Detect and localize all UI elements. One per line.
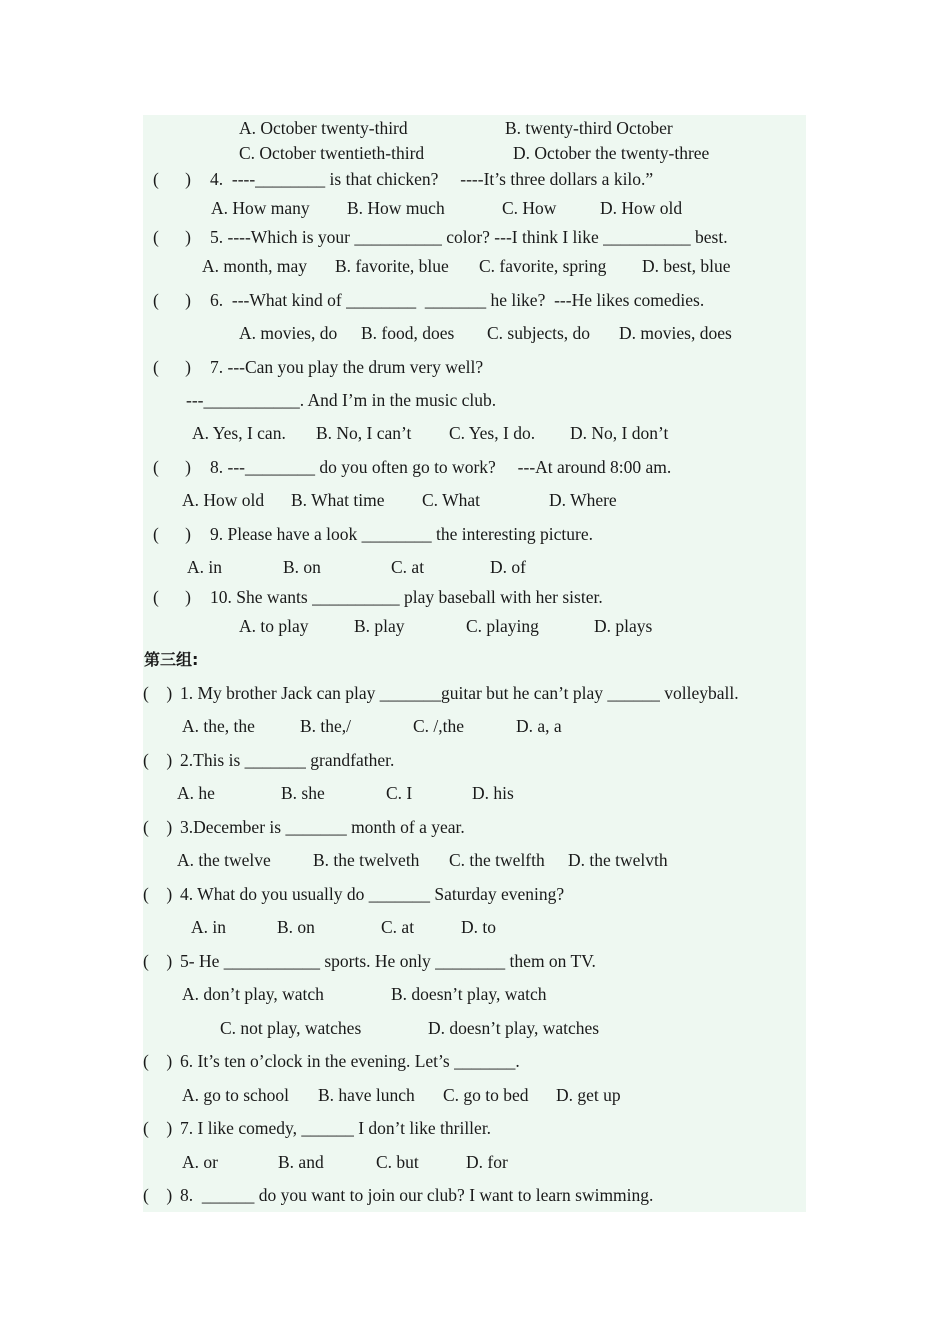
option-b: B. play [354,616,405,636]
option-d: D. to [461,917,496,937]
question-text: 5- He ___________ sports. He only ________ them on TV. [180,951,596,971]
option-b: B. How much [347,198,445,218]
question-text: 4. What do you usually do _______ Saturday evening? [180,884,565,904]
answer-bracket[interactable]: ( ) [143,884,173,904]
option-d: D. for [466,1152,508,1172]
option-b: B. twenty-third October [505,118,673,138]
option-d: D. doesn’t play, watches [428,1018,600,1038]
option-a: A. in [191,917,226,937]
option-a: A. the, the [182,716,255,736]
option-c: C. at [391,557,425,577]
option-c: C. October twentieth-third [239,143,425,163]
question-text: 4. ----________ is that chicken? ----It’s three dollars a kilo.” [210,169,654,189]
option-d: D. How old [600,198,683,218]
option-c: C. Yes, I do. [449,423,536,443]
answer-bracket[interactable]: ( ) [143,750,173,770]
option-a: A. movies, do [239,323,338,343]
option-c: C. not play, watches [220,1018,362,1038]
answer-bracket[interactable]: ( ) [153,524,191,544]
question-text: 1. My brother Jack can play _______guitar but he can’t play ______ volleyball. [180,683,739,703]
answer-bracket[interactable]: ( ) [153,357,191,377]
option-c: C. favorite, spring [479,256,607,276]
option-b: B. favorite, blue [335,256,449,276]
answer-bracket[interactable]: ( ) [153,587,191,607]
question-text: 3.December is _______ month of a year. [180,817,465,837]
option-c: C. at [381,917,415,937]
option-c: C. go to bed [443,1085,529,1105]
option-d: D. his [472,783,514,803]
question-text: 6. It’s ten o’clock in the evening. Let’s _______. [180,1051,520,1071]
option-a: A. he [177,783,215,803]
option-b: B. What time [291,490,385,510]
answer-bracket[interactable]: ( ) [143,683,173,703]
answer-bracket[interactable]: ( ) [153,290,191,310]
option-c: C. the twelfth [449,850,545,870]
option-a: A. or [182,1152,218,1172]
question-text: 9. Please have a look ________ the interesting picture. [210,524,593,544]
option-b: B. No, I can’t [316,423,412,443]
answer-bracket[interactable]: ( ) [153,227,191,247]
option-b: B. food, does [361,323,455,343]
question-text: 10. She wants __________ play baseball with her sister. [210,587,603,607]
option-a: A. Yes, I can. [192,423,286,443]
option-c: C. but [376,1152,419,1172]
answer-bracket[interactable]: ( ) [143,1185,173,1205]
option-b: B. the,/ [300,716,352,736]
option-b: B. doesn’t play, watch [391,984,547,1004]
option-b: B. she [281,783,325,803]
option-a: A. go to school [182,1085,289,1105]
option-a: A. to play [239,616,309,636]
option-d: D. Where [549,490,617,510]
answer-bracket[interactable]: ( ) [143,817,173,837]
option-b: B. on [283,557,321,577]
answer-bracket[interactable]: ( ) [153,457,191,477]
option-d: D. the twelvth [568,850,668,870]
answer-bracket[interactable]: ( ) [153,169,191,189]
question-text: 8. ______ do you want to join our club? I want to learn swimming. [180,1185,654,1205]
option-d: D. get up [556,1085,621,1105]
option-a: A. month, may [202,256,307,276]
option-b: B. the twelveth [313,850,420,870]
question-text: 2.This is _______ grandfather. [180,750,395,770]
option-a: A. How many [211,198,310,218]
option-d: D. plays [594,616,653,636]
option-d: D. a, a [516,716,562,736]
option-d: D. best, blue [642,256,731,276]
option-a: A. in [187,557,222,577]
question-text: 8. ---________ do you often go to work? ---At around 8:00 am. [210,457,672,477]
worksheet-page [143,115,806,1212]
answer-bracket[interactable]: ( ) [143,951,173,971]
answer-bracket[interactable]: ( ) [143,1118,173,1138]
option-c: C. subjects, do [487,323,591,343]
question-text: 6. ---What kind of ________ _______ he like? ---He likes comedies. [210,290,705,310]
option-c: C. playing [466,616,539,636]
option-a: A. don’t play, watch [182,984,324,1004]
option-a: A. the twelve [177,850,271,870]
option-b: B. on [277,917,315,937]
option-a: A. October twenty-third [239,118,408,138]
option-c: C. What [422,490,481,510]
section-heading: 第三组: [144,650,199,669]
option-d: D. of [490,557,526,577]
option-a: A. How old [182,490,265,510]
option-c: C. How [502,198,557,218]
question-text: 7. I like comedy, ______ I don’t like thriller. [180,1118,492,1138]
option-c: C. I [386,783,413,803]
option-b: B. and [278,1152,324,1172]
option-b: B. have lunch [318,1085,415,1105]
option-d: D. movies, does [619,323,732,343]
option-d: D. October the twenty-three [513,143,710,163]
question-text-line2: ---___________. And I’m in the music club. [186,390,497,410]
question-text: 5. ----Which is your __________ color? ---I think I like __________ best. [210,227,728,247]
option-d: D. No, I don’t [570,423,669,443]
option-c: C. /,the [413,716,465,736]
question-text: 7. ---Can you play the drum very well? [210,357,484,377]
answer-bracket[interactable]: ( ) [143,1051,173,1071]
